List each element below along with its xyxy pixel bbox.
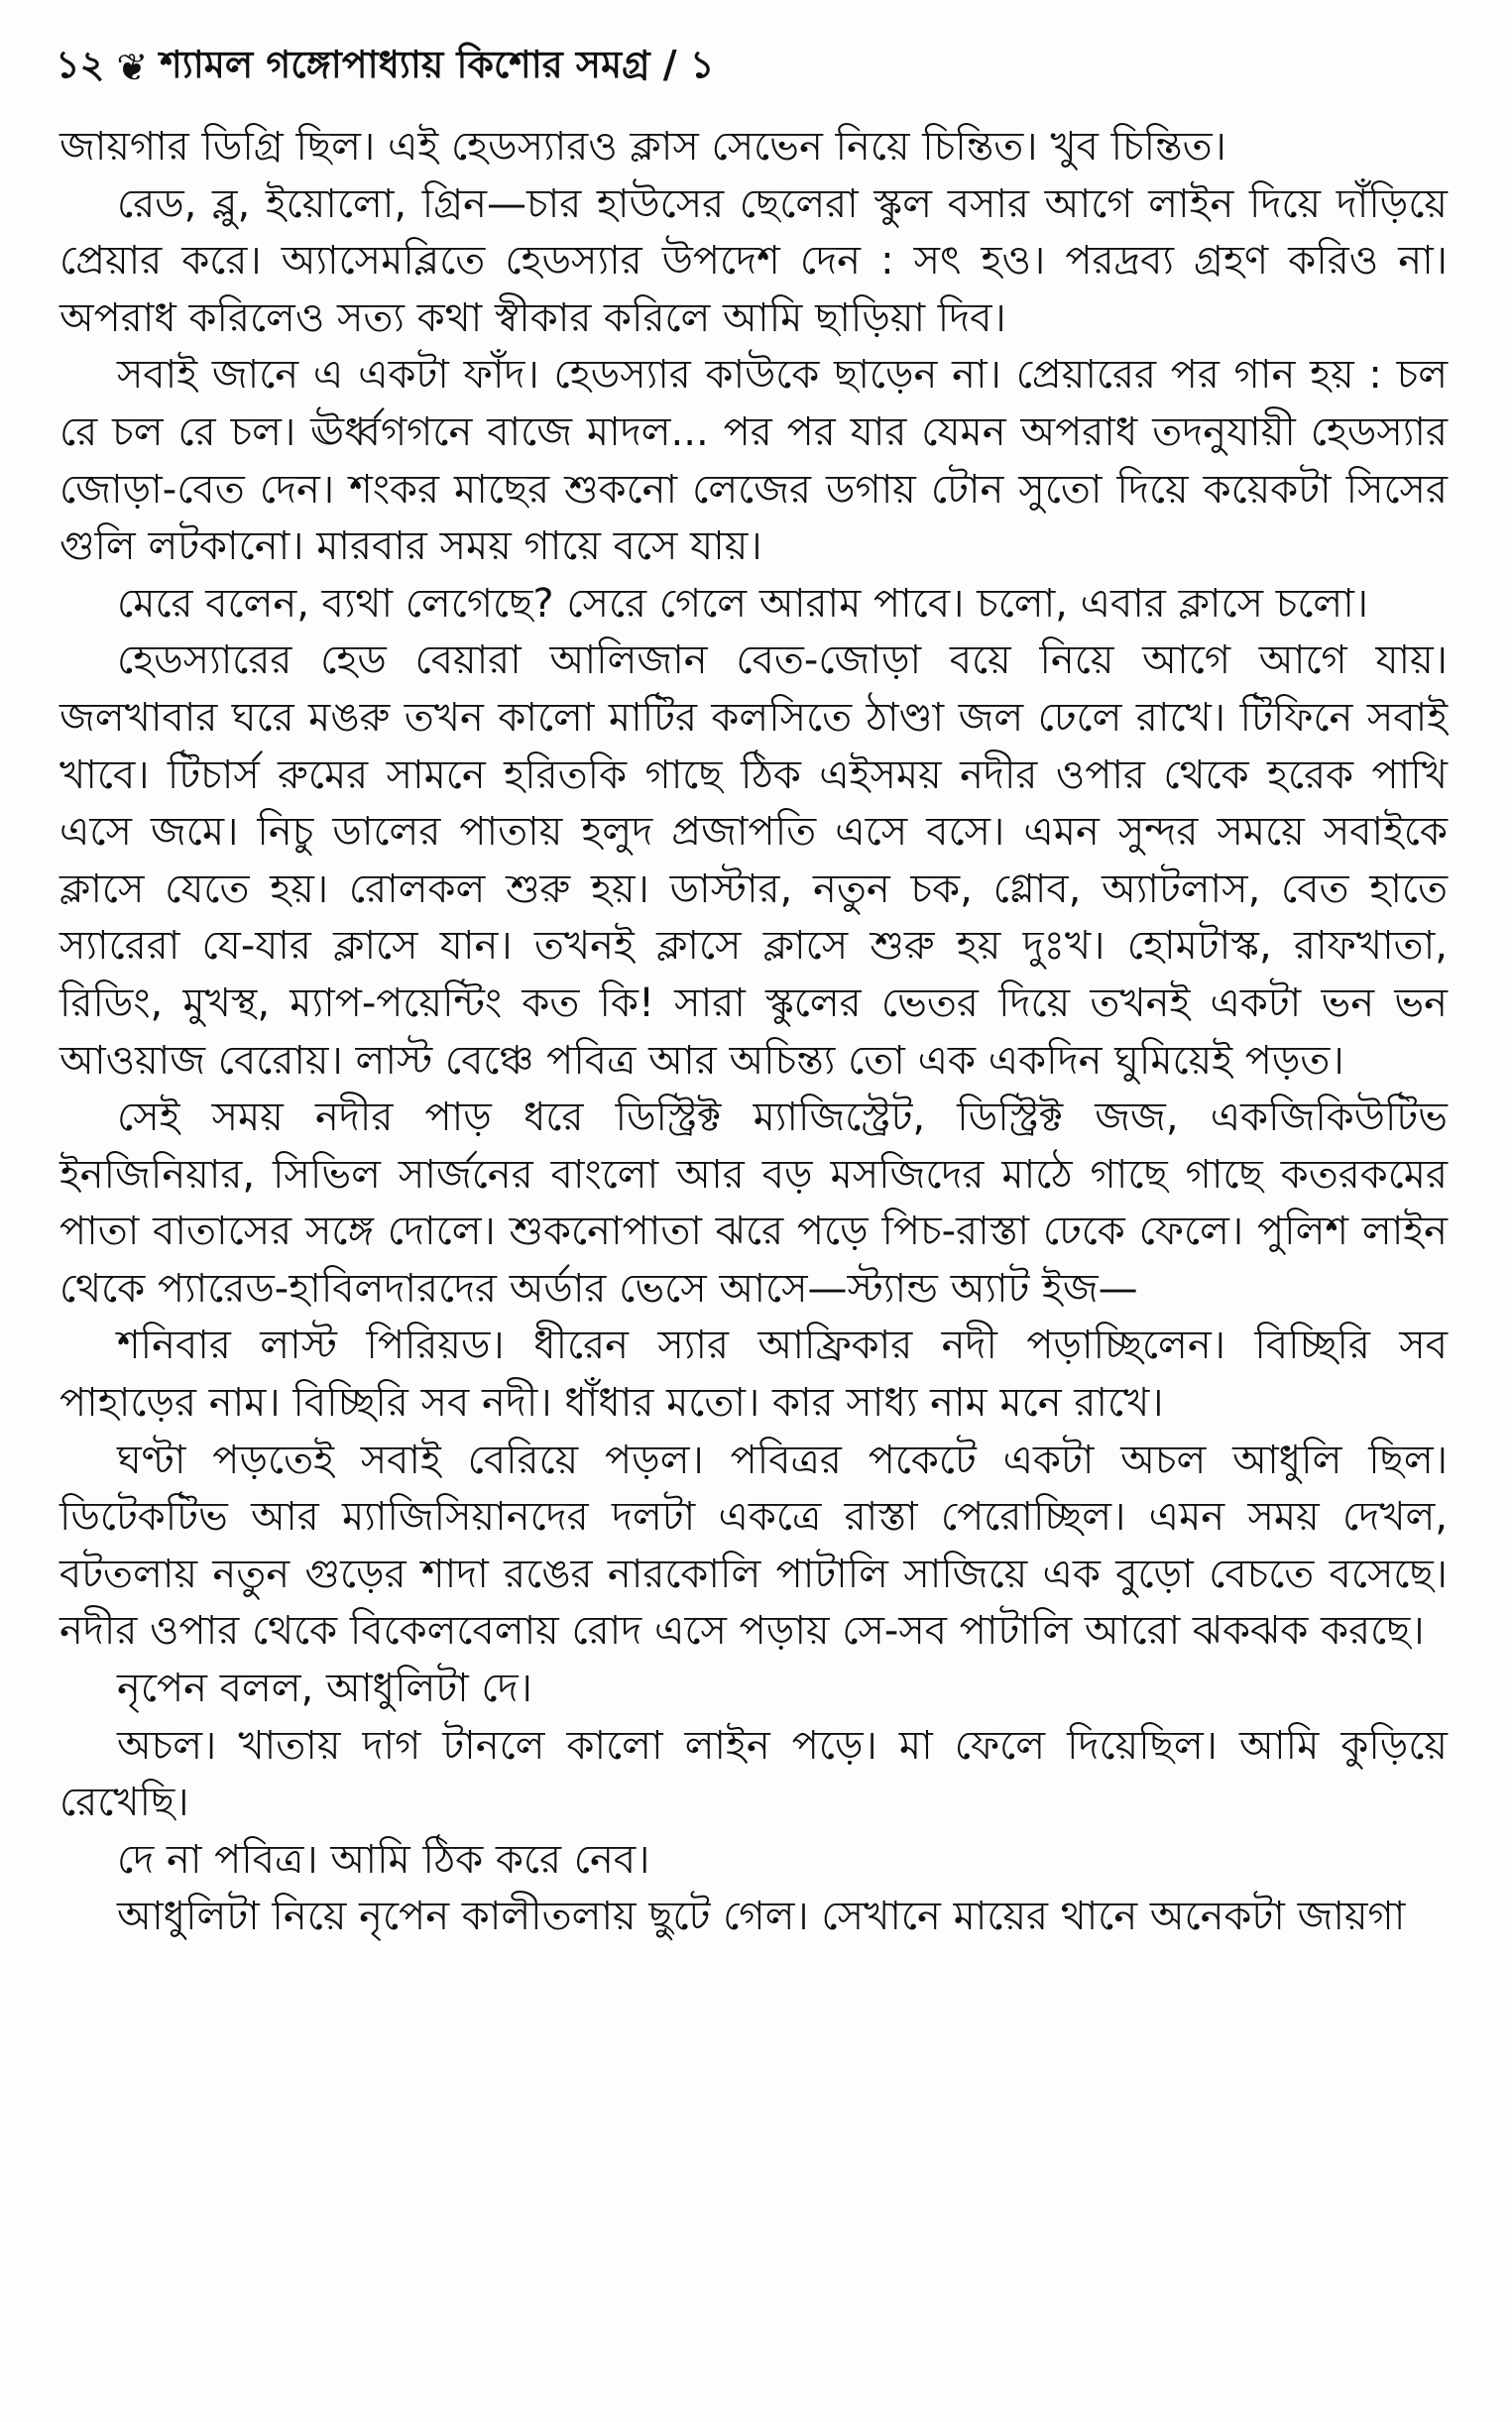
- paragraph: সবাই জানে এ একটা ফাঁদ। হেডস্যার কাউকে ছাড়েন না। প্রেয়ারের পর গান হয় : চল রে চল রে চল। ঊর্ধ্বগগনে বাজে মাদল... পর পর যার যেমন অপরাধ তদনুযায়ী হেডস্যার জোড়া-বেত দেন। শংকর মাছের শুকনো লেজের ডগায় টোন সুতো দিয়ে কয়েকটা সিসের গুলি লটকানো। মারবার সময় গায়ে বসে যায়।: [59, 352, 1448, 570]
- paragraph: শনিবার লাস্ট পিরিয়ড। ধীরেন স্যার আফ্রিকার নদী পড়াচ্ছিলেন। বিচ্ছিরি সব পাহাড়ের নাম। বিচ্ছিরি সব নদী। ধাঁধার মতো। কার সাধ্য নাম মনে রাখে।: [59, 1323, 1448, 1427]
- body-text: [59, 119, 1448, 1946]
- paragraph: আধুলিটা নিয়ে নৃপেন কালীতলায় ছুটে গেল। সেখানে মায়ের থানে অনেকটা জায়গা: [117, 1894, 1406, 1940]
- page-number: ১২: [56, 43, 105, 86]
- paragraph: সেই সময় নদীর পাড় ধরে ডিস্ট্রিক্ট ম্যাজিস্ট্রেট, ডিস্ট্রিক্ট জজ, একজিকিউটিভ ইনজিনিয়ার, সিভিল সার্জনের বাংলো আর বড় মসজিদের মাঠে গাছে গাছে কতরকমের পাতা বাতাসের সঙ্গে দোলে। শুকনোপাতা ঝরে পড়ে পিচ-রাস্তা ঢেকে ফেলে। পুলিশ লাইন থেকে প্যারেড-হাবিলদারদের অর্ডার ভেসে আসে—স্ট্যান্ড অ্যাট ইজ—: [59, 1095, 1448, 1312]
- paragraph: হেডস্যারের হেড বেয়ারা আলিজান বেত-জোড়া বয়ে নিয়ে আগে আগে যায়। জলখাবার ঘরে মঙরু তখন কালো মাটির কলসিতে ঠাণ্ডা জল ঢেলে রাখে। টিফিনে সবাই খাবে। টিচার্স রুমের সামনে হরিতকি গাছে ঠিক এইসময় নদীর ওপার থেকে হরেক পাখি এসে জমে। নিচু ডালের পাতায় হলুদ প্রজাপতি এসে বসে। এমন সুন্দর সময়ে সবাইকে ক্লাসে যেতে হয়। রোলকল শুরু হয়। ডাস্টার, নতুন চক, গ্লোব, অ্যাটলাস, বেত হাতে স্যারেরা যে-যার ক্লাসে যান। তখনই ক্লাসে ক্লাসে শুরু হয় দুঃখ। হোমটাস্ক, রাফখাতা, রিডিং, মুখস্থ, ম্যাপ-পয়েন্টিং কত কি! সারা স্কুলের ভেতর দিয়ে তখনই একটা ভন ভন আওয়াজ বেরোয়। লাস্ট বেঞ্চে পবিত্র আর অচিন্ত্য তো এক একদিন ঘুমিয়েই পড়ত।: [59, 637, 1448, 1084]
- paragraph: জায়গার ডিগ্রি ছিল। এই হেডস্যারও ক্লাস সেভেন নিয়ে চিন্তিত। খুব চিন্তিত।: [59, 124, 1226, 170]
- ornament-icon: ❦: [116, 46, 149, 89]
- paragraph: মেরে বলেন, ব্যথা লেগেছে? সেরে গেলে আরাম পাবে। চলো, এবার ক্লাসে চলো।: [117, 580, 1369, 627]
- running-header: [56, 38, 1463, 97]
- paragraph: দে না পবিত্র। আমি ঠিক করে নেব।: [117, 1836, 650, 1883]
- running-title: শ্যামল গঙ্গোপাধ্যায় কিশোর সমগ্র / ১: [160, 43, 715, 86]
- paragraph: ঘণ্টা পড়তেই সবাই বেরিয়ে পড়ল। পবিত্রর পকেটে একটা অচল আধুলি ছিল। ডিটেকটিভ আর ম্যাজিসিয়ানদের দলটা একত্রে রাস্তা পেরোচ্ছিল। এমন সময় দেখল, বটতলায় নতুন গুড়ের শাদা রঙের নারকোলি পাটালি সাজিয়ে এক বুড়ো বেচতে বসেছে। নদীর ওপার থেকে বিকেলবেলায় রোদ এসে পড়ায় সে-সব পাটালি আরো ঝকঝক করছে।: [59, 1437, 1448, 1655]
- paragraph: অচল। খাতায় দাগ টানলে কালো লাইন পড়ে। মা ফেলে দিয়েছিল। আমি কুড়িয়ে রেখেছি।: [59, 1722, 1448, 1826]
- paragraph: রেড, ব্লু, ইয়োলো, গ্রিন—চার হাউসের ছেলেরা স্কুল বসার আগে লাইন দিয়ে দাঁড়িয়ে প্রেয়ার করে। অ্যাসেমব্লিতে হেডস্যার উপদেশ দেন : সৎ হও। পরদ্রব্য গ্রহণ করিও না। অপরাধ করিলেও সত্য কথা স্বীকার করিলে আমি ছাড়িয়া দিব।: [59, 180, 1448, 341]
- paragraph: নৃপেন বলল, আধুলিটা দে।: [117, 1666, 532, 1712]
